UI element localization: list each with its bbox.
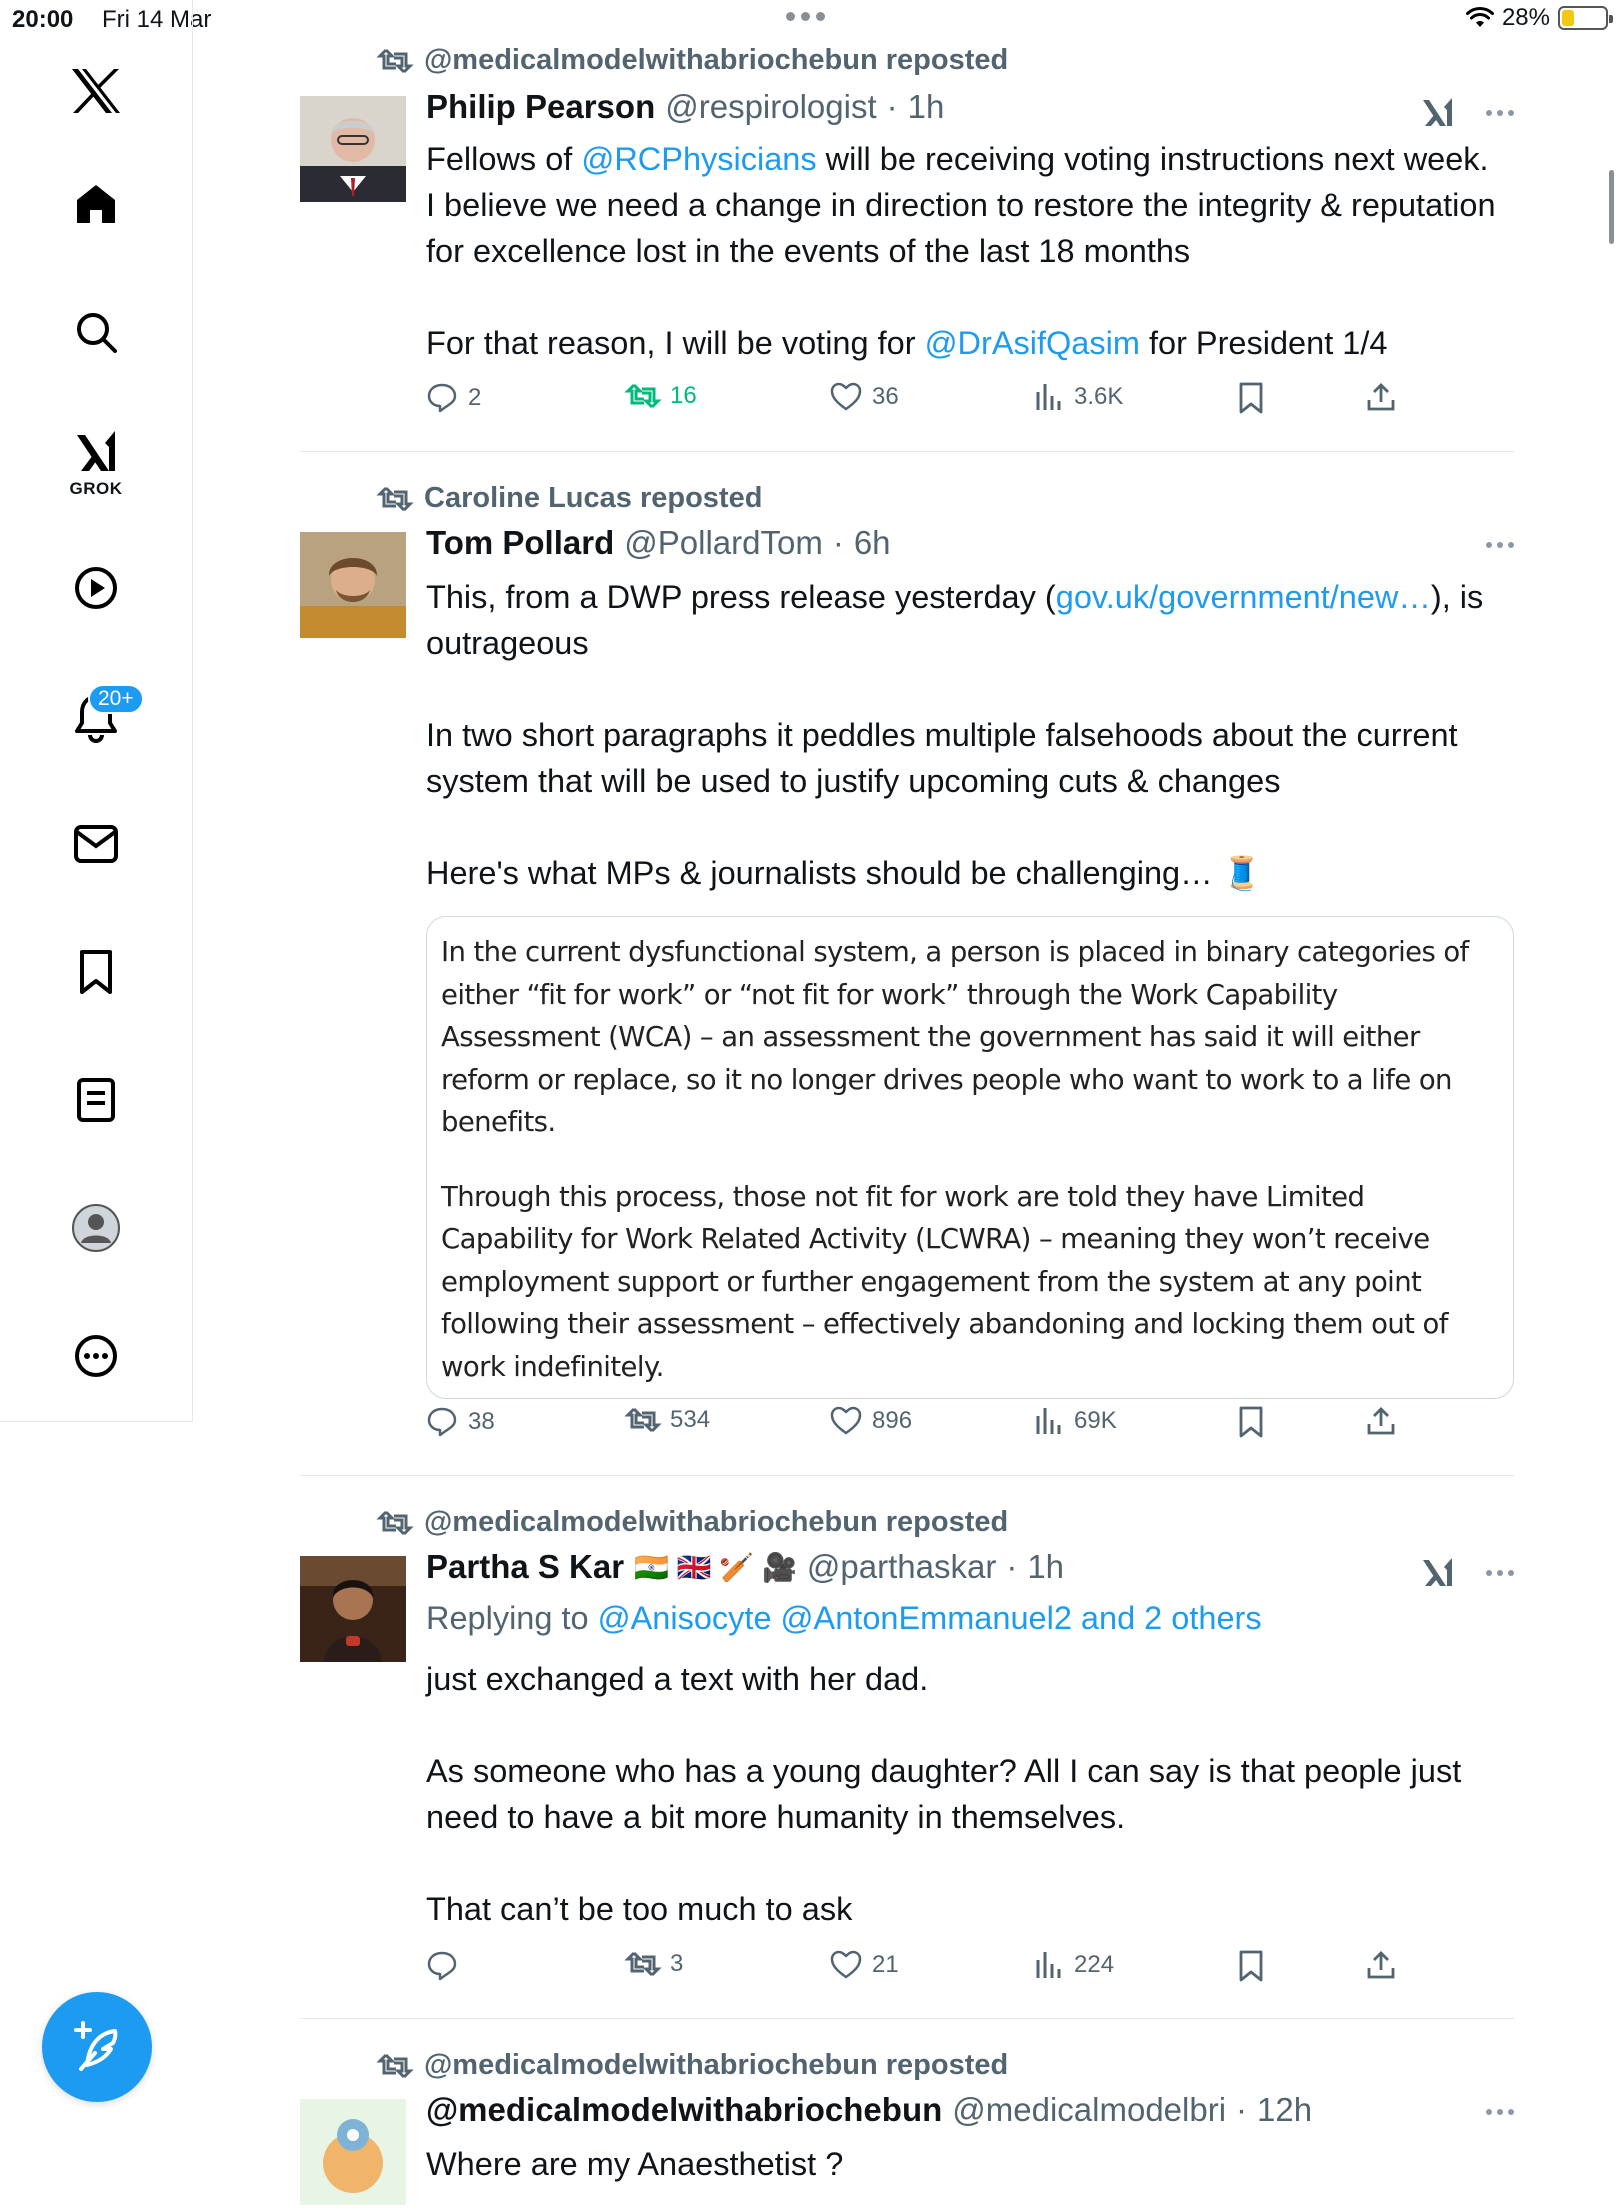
author-handle[interactable]: @medicalmodelbri	[952, 2091, 1227, 2128]
status-date: Fri 14 Mar	[102, 6, 212, 33]
like-count: 896	[872, 1407, 913, 1434]
profile-icon[interactable]	[0, 1200, 192, 1256]
tweet-top-actions	[1486, 2109, 1514, 2115]
views-button[interactable]	[1034, 1406, 1117, 1436]
status-time: 20:00	[12, 6, 74, 33]
views-count: 224	[1074, 1951, 1115, 1978]
notifications-icon[interactable]	[0, 688, 192, 748]
repost-count: 3	[670, 1950, 684, 1977]
tweet-action-bar	[426, 1406, 1426, 1446]
repost-indicator	[378, 44, 1008, 77]
repost-button[interactable]	[626, 382, 697, 410]
tweet-divider	[300, 1475, 1514, 1476]
repost-count: 16	[670, 382, 697, 409]
author-handle[interactable]: @parthaskar	[806, 1548, 997, 1585]
video-icon[interactable]	[0, 560, 192, 616]
views-count: 69K	[1074, 1407, 1117, 1434]
retweet-icon	[378, 48, 412, 74]
reply-count: 38	[468, 1408, 495, 1435]
like-count: 21	[872, 1951, 899, 1978]
tweet-action-bar	[426, 1950, 1426, 1990]
lists-icon[interactable]	[0, 1072, 192, 1128]
external-link[interactable]: gov.uk/government/new…	[1055, 579, 1431, 615]
repost-by-text[interactable]: @medicalmodelwithabriochebun reposted	[424, 44, 1009, 76]
author-line: Philip Pearson @respirologist · 1h	[426, 88, 945, 125]
repost-by-text[interactable]: @medicalmodelwithabriochebun reposted	[424, 1506, 1009, 1538]
replying-to-links[interactable]: @Anisocyte @AntonEmmanuel2 and 2 others	[597, 1600, 1262, 1636]
more-options-icon[interactable]	[1486, 1570, 1514, 1576]
tweet-text: Fellows of @RCPhysicians will be receiving voting instructions next week. I believe we need a change in direction to restore the integrity & reputation for excellence lost in the events of the last 18 months For that reason, I will be voting for @DrAsifQasim for President 1/4	[426, 141, 1496, 361]
tweet-time[interactable]: 12h	[1257, 2091, 1313, 2128]
tweet-time[interactable]: 6h	[853, 524, 891, 561]
views-button[interactable]	[1034, 1950, 1114, 1980]
tweet-divider	[300, 451, 1514, 452]
retweet-icon	[378, 2053, 412, 2079]
tweet-text: just exchanged a text with her dad. As someone who has a young daughter? All I can say is that people just need to have a bit more humanity in themselves. That can’t be too much to ask	[426, 1661, 1462, 1927]
retweet-icon	[378, 1510, 412, 1536]
grok-label: GROK	[69, 479, 123, 498]
heart-icon	[830, 1950, 862, 1980]
repost-by-text[interactable]: Caroline Lucas reposted	[424, 482, 763, 514]
avatar[interactable]	[300, 2099, 406, 2205]
views-count: 3.6K	[1074, 383, 1124, 410]
avatar[interactable]	[300, 1556, 406, 1662]
author-line: Tom Pollard @PollardTom · 6h	[426, 524, 891, 561]
compose-feather-icon	[69, 2019, 125, 2075]
more-options-icon[interactable]	[1486, 542, 1514, 548]
wifi-icon	[1466, 7, 1494, 29]
more-icon[interactable]	[0, 1328, 192, 1384]
mention-link[interactable]: @DrAsifQasim	[924, 325, 1140, 361]
author-name[interactable]: Philip Pearson	[426, 88, 656, 125]
tweet-time[interactable]: 1h	[907, 88, 945, 125]
quoted-paragraph: Through this process, those not fit for work are told they have Limited Capability for Work Related Activity (LCWRA) – meaning they won’t receive employment support or further engagement from the system at any point following their assessment – effectively abandoning and locking them out of work indefinitely.	[441, 1180, 1448, 1383]
author-line: Partha S Kar 🇮🇳 🇬🇧 🏏 🎥 @parthaskar · 1h	[426, 1548, 1065, 1585]
like-button[interactable]	[830, 1950, 899, 1980]
tweet-time[interactable]: 1h	[1027, 1548, 1065, 1585]
retweet-icon	[378, 486, 412, 512]
more-options-icon[interactable]	[1486, 110, 1514, 116]
bookmark-icon	[1238, 382, 1264, 414]
author-name[interactable]: Tom Pollard	[426, 524, 615, 561]
messages-icon[interactable]	[0, 816, 192, 872]
views-icon	[1034, 1406, 1064, 1436]
bookmark-button[interactable]	[1238, 1950, 1264, 1982]
reply-button[interactable]	[426, 382, 481, 414]
quoted-paragraph: In the current dysfunctional system, a person is placed in binary categories of either “fit for work” or “not fit for work” through the Work Capability Assessment (WCA) – an assessment the government has said it will either reform or replace, so it no longer drives people who want to work to a life on benefits.	[441, 936, 1469, 1138]
repost-indicator	[378, 2049, 1008, 2082]
share-icon	[1366, 1406, 1396, 1436]
bookmarks-icon[interactable]	[0, 944, 192, 1000]
like-button[interactable]	[830, 1406, 912, 1436]
author-name[interactable]: Partha S Kar	[426, 1548, 625, 1585]
grok-icon[interactable]	[0, 424, 192, 502]
x-logo-icon[interactable]	[0, 58, 192, 124]
heart-icon	[830, 1406, 862, 1436]
views-icon	[1034, 382, 1064, 412]
avatar[interactable]	[300, 96, 406, 202]
scrollbar-thumb[interactable]	[1609, 170, 1614, 244]
tweet-text: This, from a DWP press release yesterday (gov.uk/government/new…), is outrageous In two short paragraphs it peddles multiple falsehoods about the current system that will be used to justify upcoming cuts & changes Here's what MPs & journalists should be challenging… 🧵	[426, 579, 1484, 891]
tweet-divider	[300, 2018, 1514, 2019]
repost-indicator	[378, 482, 762, 515]
bookmark-icon	[1238, 1406, 1264, 1438]
retweet-icon	[626, 383, 660, 409]
mention-link[interactable]: @RCPhysicians	[581, 141, 817, 177]
avatar[interactable]	[300, 532, 406, 638]
tweet-top-actions	[1420, 96, 1514, 130]
author-handle[interactable]: @respirologist	[665, 88, 877, 125]
views-icon	[1034, 1950, 1064, 1980]
battery-icon	[1558, 6, 1608, 30]
author-handle[interactable]: @PollardTom	[624, 524, 823, 561]
notifications-badge: 20+	[88, 684, 144, 714]
search-icon[interactable]	[0, 304, 192, 360]
heart-icon	[830, 382, 862, 412]
share-icon	[1366, 382, 1396, 412]
share-button[interactable]	[1366, 1406, 1396, 1436]
reply-button[interactable]	[426, 1950, 468, 1982]
share-icon	[1366, 1950, 1396, 1980]
grok-icon[interactable]	[1420, 96, 1456, 130]
status-bar	[0, 0, 1620, 40]
repost-indicator	[378, 1506, 1008, 1539]
reply-button[interactable]	[426, 1406, 495, 1438]
share-button[interactable]	[1366, 382, 1396, 412]
repost-by-text[interactable]: @medicalmodelwithabriochebun reposted	[424, 2049, 1009, 2081]
bookmark-button[interactable]	[1238, 382, 1264, 414]
battery-percent: 28%	[1501, 4, 1550, 31]
grok-icon[interactable]	[1420, 1556, 1456, 1590]
tweet[interactable]	[300, 2045, 1514, 2182]
reply-icon	[426, 382, 458, 414]
repost-count: 534	[670, 1406, 711, 1433]
repost-button[interactable]	[626, 1950, 683, 1978]
author-name[interactable]: @medicalmodelwithabriochebun	[426, 2091, 943, 2128]
like-button[interactable]	[830, 382, 899, 412]
tweet-top-actions	[1486, 542, 1514, 548]
retweet-icon	[626, 1951, 660, 1977]
sidebar-nav	[0, 0, 193, 1422]
repost-button[interactable]	[626, 1406, 710, 1434]
tweet-top-actions	[1420, 1556, 1514, 1590]
bookmark-button[interactable]	[1238, 1406, 1264, 1438]
share-button[interactable]	[1366, 1950, 1396, 1980]
more-options-icon[interactable]	[1486, 2109, 1514, 2115]
home-icon[interactable]	[0, 176, 192, 232]
retweet-icon	[626, 1407, 660, 1433]
author-line: @medicalmodelwithabriochebun @medicalmodelbri · 12h	[426, 2091, 1313, 2128]
bookmark-icon	[1238, 1950, 1264, 1982]
compose-button[interactable]	[42, 1992, 152, 2102]
status-right	[1466, 4, 1608, 32]
author-name-emoji: 🇮🇳 🇬🇧 🏏 🎥	[634, 1551, 797, 1583]
reply-count: 2	[468, 384, 482, 411]
tweet-action-bar	[426, 382, 1426, 422]
multitasking-dots-icon[interactable]	[786, 12, 825, 21]
reply-icon	[426, 1950, 458, 1982]
tweet-text: Where are my Anaesthetist ?	[426, 2146, 844, 2182]
views-button[interactable]	[1034, 382, 1123, 412]
reply-icon	[426, 1406, 458, 1438]
quoted-image-card[interactable]	[426, 916, 1514, 1399]
replying-to-line: Replying to @Anisocyte @AntonEmmanuel2 and 2 others	[426, 1600, 1262, 1636]
like-count: 36	[872, 383, 899, 410]
